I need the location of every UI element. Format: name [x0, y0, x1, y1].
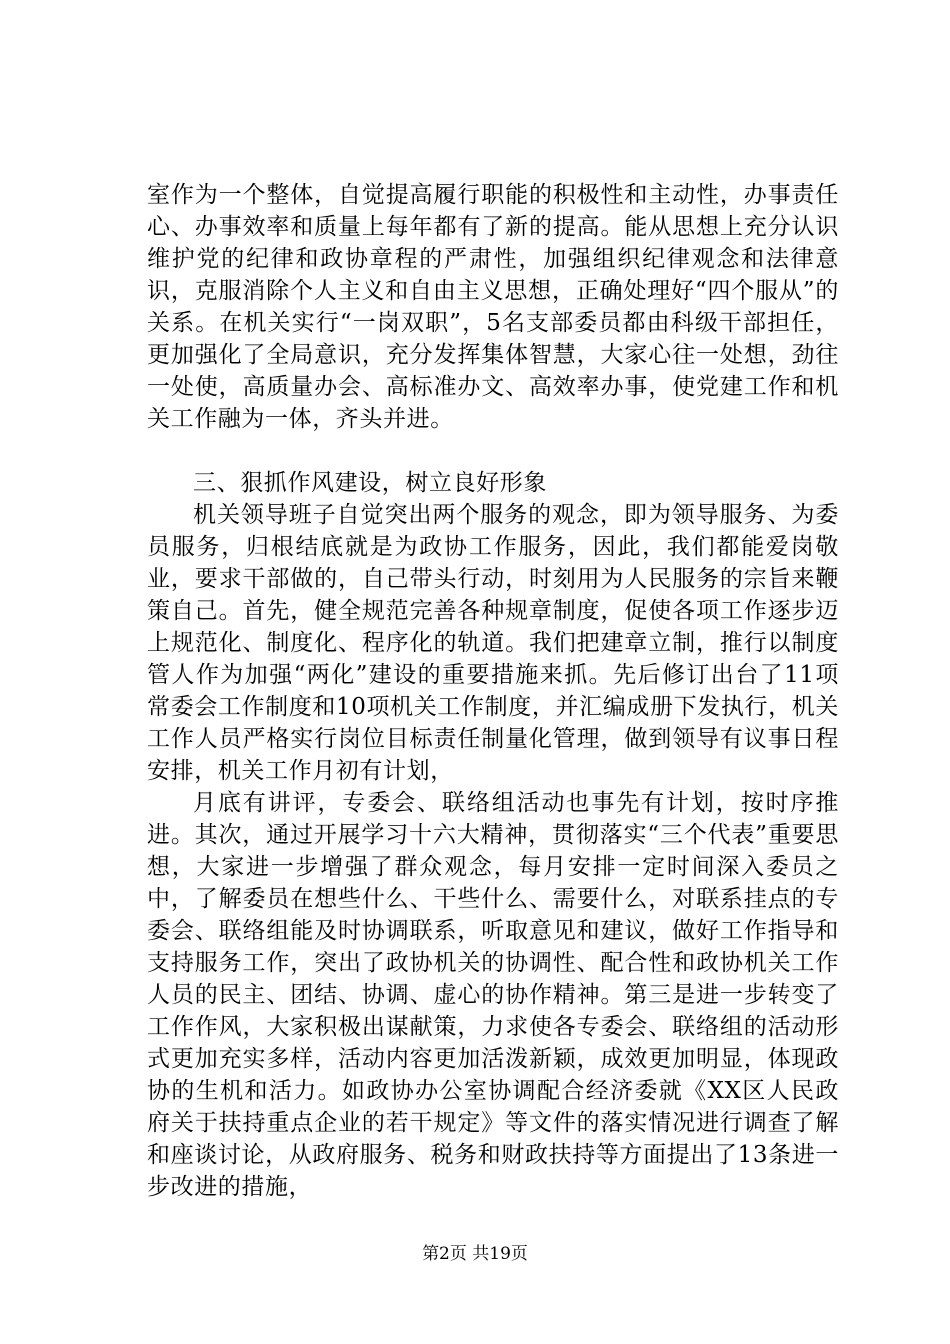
- page-number-footer: 第2页 共19页: [422, 1244, 528, 1264]
- paragraph-gap: [147, 435, 839, 467]
- paragraph-plan-review: 月底有讲评，专委会、联络组活动也事先有计划，按时序推进。其次，通过开展学习十六大精神，贯彻落实“三个代表”重要思想，大家进一步增强了群众观念，每月安排一定时间深入委员之中，了解委员在想些什么、干些什么、需要什么，对联系挂点的专委会、联络组能及时协调联系，听取意见和建议，做好工作指导和支持服务工作，突出了政协机关的协调性、配合性和政协机关工作人员的民主、团结、协调、虚心的协作精神。第三是进一步转变了工作作风，大家积极出谋献策，力求使各专委会、联络组的活动形式更加充实多样，活动内容更加活泼新颖，成效更加明显，体现政协的生机和活力。如政协办公室协调配合经济委就《XX区人民政府关于扶持重点企业的若干规定》等文件的落实情况进行调查了解和座谈讨论，从政府服务、税务和财政扶持等方面提出了13条进一步改进的措施，: [147, 790, 839, 1200]
- section-heading: 三、狠抓作风建设，树立良好形象: [193, 470, 547, 496]
- paragraph-work-style: 机关领导班子自觉突出两个服务的观念，即为领导服务、为委员服务，归根结底就是为政协工作服务，因此，我们都能爱岗敬业，要求干部做的，自己带头行动，时刻用为人民服务的宗旨来鞭策自己。首先，健全规范完善各种规章制度，促使各项工作逐步迈上规范化、制度化、程序化的轨道。我们把建章立制，推行以制度管人作为加强“两化”建设的重要措施来抓。先后修订出台了11项常委会工作制度和10项机关工作制度，并汇编成册下发执行，机关工作人员严格实行岗位目标责任制量化管理，做到领导有议事日程安排，机关工作月初有计划，: [147, 502, 839, 784]
- document-body: [147, 179, 839, 1203]
- paragraph-continuation: 室作为一个整体，自觉提高履行职能的积极性和主动性，办事责任心、办事效率和质量上每年都有了新的提高。能从思想上充分认识维护党的纪律和政协章程的严肃性，加强组织纪律观念和法律意识，克服消除个人主义和自由主义思想，正确处理好“四个服从”的关系。在机关实行“一岗双职”，5名支部委员都由科级干部担任，更加强化了全局意识，充分发挥集体智慧，大家心往一处想，劲往一处使，高质量办会、高标准办文、高效率办事，使党建工作和机关工作融为一体，齐头并进。: [147, 182, 839, 432]
